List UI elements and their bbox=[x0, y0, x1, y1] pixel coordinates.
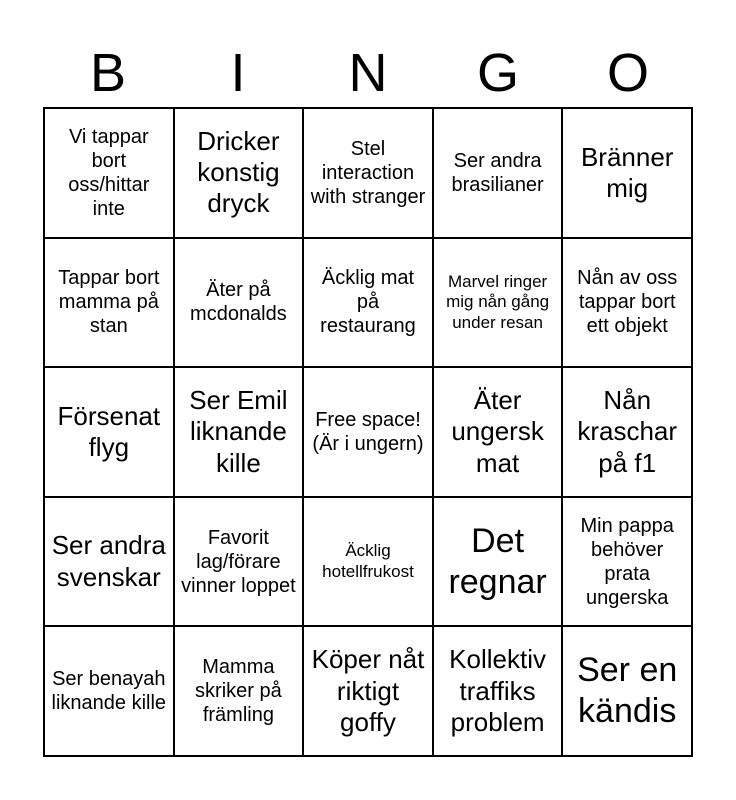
bingo-cell-3-4[interactable] bbox=[433, 367, 563, 497]
bingo-cell-4-4[interactable] bbox=[433, 497, 563, 627]
bingo-cell-2-1[interactable] bbox=[44, 238, 174, 368]
cell-text: Nån av oss tappar bort ett objekt bbox=[577, 267, 678, 338]
cell-text: Äcklig mat på restaurang bbox=[320, 267, 416, 338]
bingo-cell-5-2[interactable] bbox=[174, 626, 304, 756]
bingo-cell-2-3[interactable] bbox=[303, 238, 433, 368]
bingo-cell-1-4[interactable] bbox=[433, 108, 563, 238]
cell-text: Tappar bort mamma på stan bbox=[58, 267, 160, 338]
bingo-cell-5-1[interactable] bbox=[44, 626, 174, 756]
bingo-cell-3-5[interactable] bbox=[562, 367, 692, 497]
cell-text: Ser benayah liknande kille bbox=[51, 668, 167, 715]
header-letter-i: I bbox=[230, 43, 246, 103]
cell-text: Ser Emil liknande kille bbox=[189, 385, 288, 478]
cell-text: Mamma skriker på främling bbox=[195, 656, 282, 727]
cell-text: Min pappa behöver prata ungerska bbox=[580, 514, 674, 609]
bingo-cell-4-5[interactable] bbox=[562, 497, 692, 627]
bingo-cell-1-5[interactable] bbox=[562, 108, 692, 238]
bingo-cell-3-2[interactable] bbox=[174, 367, 304, 497]
cell-text: Försenat flyg bbox=[57, 400, 161, 462]
bingo-board bbox=[43, 107, 693, 757]
header-letter-o: O bbox=[606, 43, 649, 103]
cell-text: Äter på mcdonalds bbox=[190, 279, 287, 326]
cell-text: Ser andra svenskar bbox=[51, 530, 166, 592]
cell-text: Favorit lag/förare vinner loppet bbox=[181, 526, 296, 597]
bingo-cell-1-1[interactable] bbox=[44, 108, 174, 238]
cell-text: Ser en kändis bbox=[577, 651, 678, 731]
cell-text: Marvel ringer mig nån gång under resan bbox=[446, 271, 550, 332]
bingo-header bbox=[43, 38, 693, 108]
cell-text: Äter ungersk mat bbox=[451, 385, 544, 478]
cell-text: Det regnar bbox=[448, 521, 547, 601]
bingo-cell-2-2[interactable] bbox=[174, 238, 304, 368]
cell-text: Kollektiv traffiks problem bbox=[449, 644, 546, 737]
cell-text: Köper nåt riktigt goffy bbox=[311, 644, 425, 737]
cell-text: Ser andra brasilianer bbox=[451, 149, 544, 196]
bingo-cell-5-5[interactable] bbox=[562, 626, 692, 756]
bingo-cell-3-1[interactable] bbox=[44, 367, 174, 497]
bingo-cell-1-2[interactable] bbox=[174, 108, 304, 238]
cell-text: Free space! (Är i ungern) bbox=[312, 408, 424, 455]
bingo-cell-2-5[interactable] bbox=[562, 238, 692, 368]
cell-text: Vi tappar bort oss/hittar inte bbox=[68, 125, 150, 220]
bingo-cell-3-3-free-space[interactable] bbox=[303, 367, 433, 497]
bingo-cell-4-2[interactable] bbox=[174, 497, 304, 627]
header-letter-n: N bbox=[348, 43, 388, 103]
header-letter-b: B bbox=[89, 43, 127, 103]
cell-text: Äcklig hotellfrukost bbox=[322, 541, 414, 581]
cell-text: Bränner mig bbox=[580, 141, 674, 203]
cell-text: Stel interaction with stranger bbox=[310, 137, 426, 208]
cell-text: Dricker konstig dryck bbox=[197, 126, 280, 219]
bingo-cell-4-1[interactable] bbox=[44, 497, 174, 627]
bingo-cell-5-3[interactable] bbox=[303, 626, 433, 756]
bingo-cell-1-3[interactable] bbox=[303, 108, 433, 238]
bingo-cell-2-4[interactable] bbox=[433, 238, 563, 368]
cell-text: Nån kraschar på f1 bbox=[577, 385, 678, 478]
bingo-cell-5-4[interactable] bbox=[433, 626, 563, 756]
bingo-cell-4-3[interactable] bbox=[303, 497, 433, 627]
header-letter-g: G bbox=[476, 43, 519, 103]
